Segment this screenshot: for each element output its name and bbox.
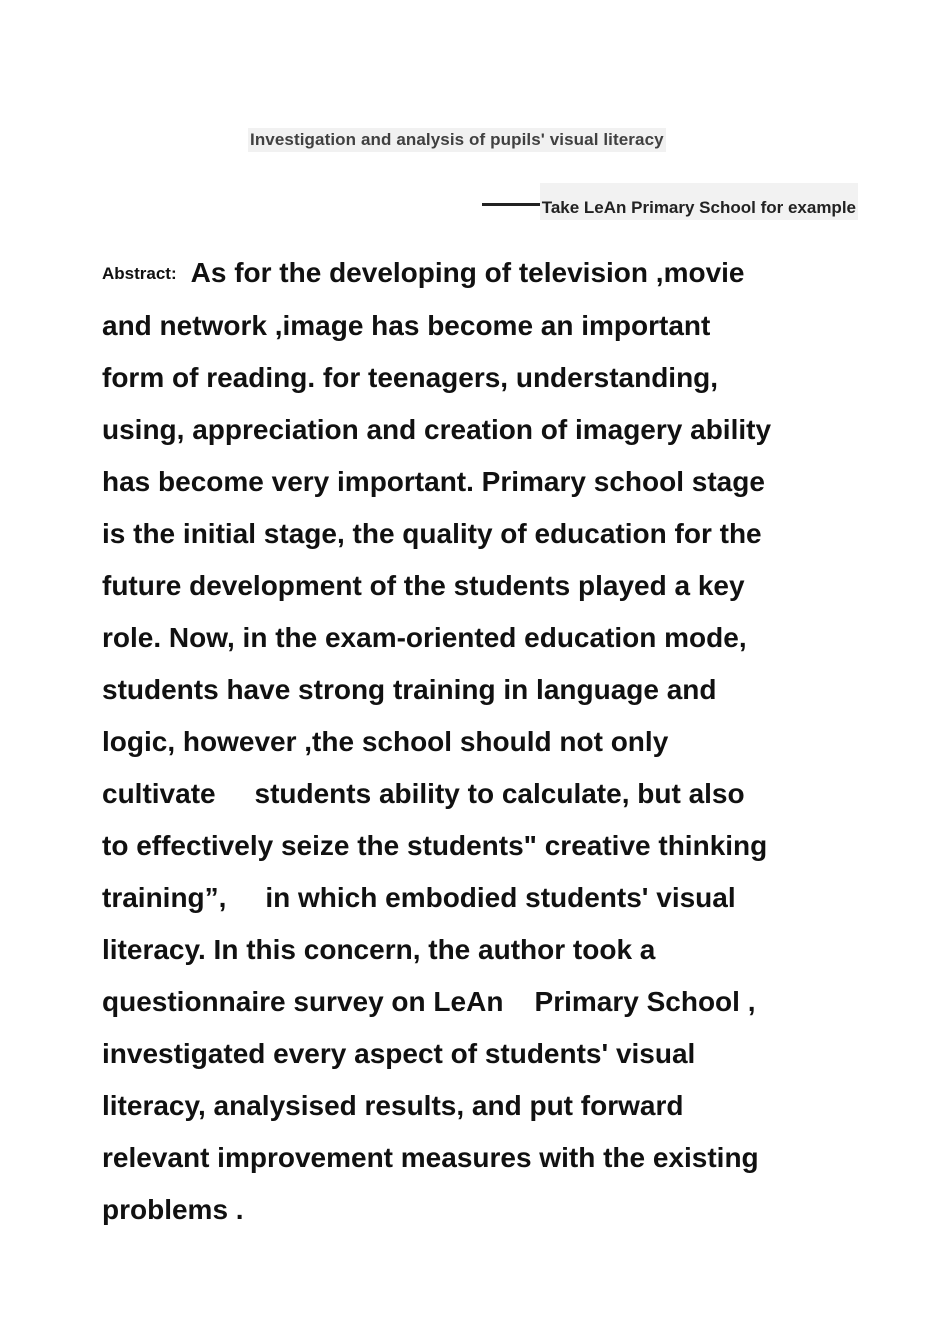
subtitle-block (482, 183, 858, 220)
abstract-line: and network ,image has become an important (102, 310, 711, 341)
abstract-line: cultivate students ability to calculate, but also (102, 778, 745, 809)
abstract-line: literacy, analysised results, and put forward (102, 1090, 684, 1121)
abstract-line: logic, however ,the school should not only (102, 726, 669, 757)
abstract-line: form of reading. for teenagers, understanding, (102, 362, 719, 393)
abstract-line: has become very important. Primary school stage (102, 466, 765, 497)
abstract-label: Abstract: (102, 264, 177, 283)
abstract-line: literacy. In this concern, the author took a (102, 934, 656, 965)
abstract-line: questionnaire survey on LeAn Primary School , (102, 986, 756, 1017)
document-title: Investigation and analysis of pupils' visual literacy (248, 128, 666, 152)
document-subtitle: Take LeAn Primary School for example (540, 183, 858, 220)
abstract-line (102, 247, 872, 300)
abstract-line: investigated every aspect of students' visual (102, 1038, 696, 1069)
abstract-line: future development of the students played a key (102, 570, 745, 601)
abstract-line: students have strong training in language and (102, 674, 717, 705)
abstract-paragraph (102, 247, 872, 1236)
abstract-line: is the initial stage, the quality of education for the (102, 518, 762, 549)
abstract-line: using, appreciation and creation of imagery ability (102, 414, 772, 445)
abstract-line: training”, in which embodied students' visual (102, 882, 736, 913)
abstract-line: role. Now, in the exam-oriented education mode, (102, 622, 747, 653)
em-dash-rule (482, 203, 540, 206)
abstract-line-text: As for the developing of television ,movie (190, 257, 745, 288)
abstract-line: problems . (102, 1194, 244, 1225)
abstract-line: to effectively seize the students" creative thinking (102, 830, 768, 861)
abstract-line: relevant improvement measures with the existing (102, 1142, 759, 1173)
